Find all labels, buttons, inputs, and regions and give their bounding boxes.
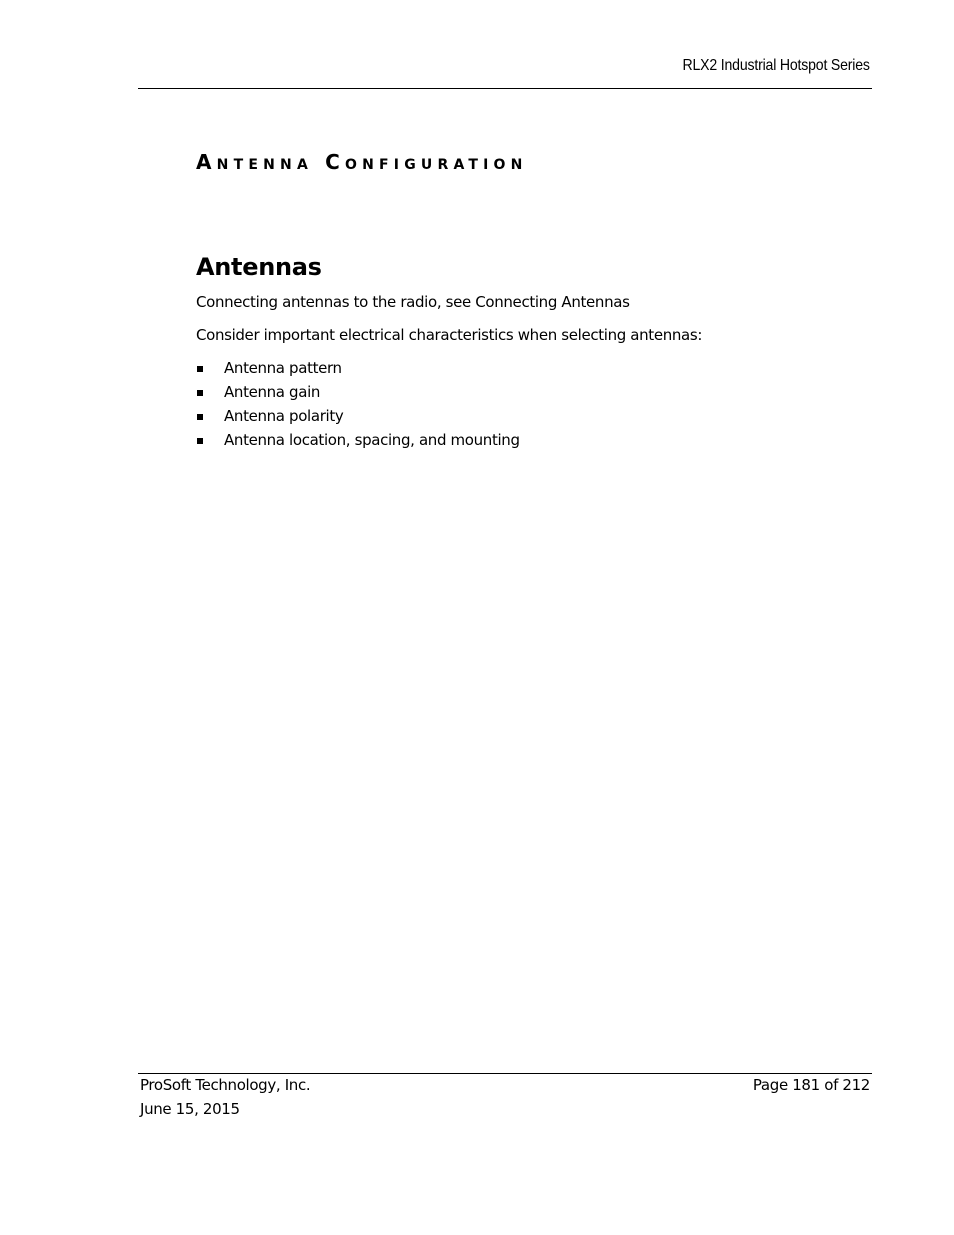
- header-series-title: RLX2 Industrial Hotspot Series: [682, 57, 870, 74]
- square-bullet-icon: [197, 414, 203, 420]
- header-divider: [138, 88, 872, 89]
- list-item-text: Antenna location, spacing, and mounting: [224, 431, 520, 449]
- square-bullet-icon: [197, 390, 203, 396]
- section-title: Antennas: [196, 253, 322, 281]
- paragraph-connecting-antennas: Connecting antennas to the radio, see Connecting Antennas: [196, 293, 630, 311]
- chapter-title: Antenna Configuration: [196, 150, 528, 174]
- list-item-text: Antenna gain: [224, 383, 321, 401]
- paragraph-considerations: Consider important electrical characteristics when selecting antennas:: [196, 326, 703, 344]
- list-item-text: Antenna polarity: [224, 407, 344, 425]
- list-item-text: Antenna pattern: [224, 359, 342, 377]
- footer-company: ProSoft Technology, Inc.: [140, 1076, 311, 1094]
- footer-date: June 15, 2015: [140, 1100, 240, 1118]
- footer-divider: [138, 1073, 872, 1074]
- footer-page-number: Page 181 of 212: [752, 1076, 870, 1094]
- square-bullet-icon: [197, 366, 203, 372]
- square-bullet-icon: [197, 438, 203, 444]
